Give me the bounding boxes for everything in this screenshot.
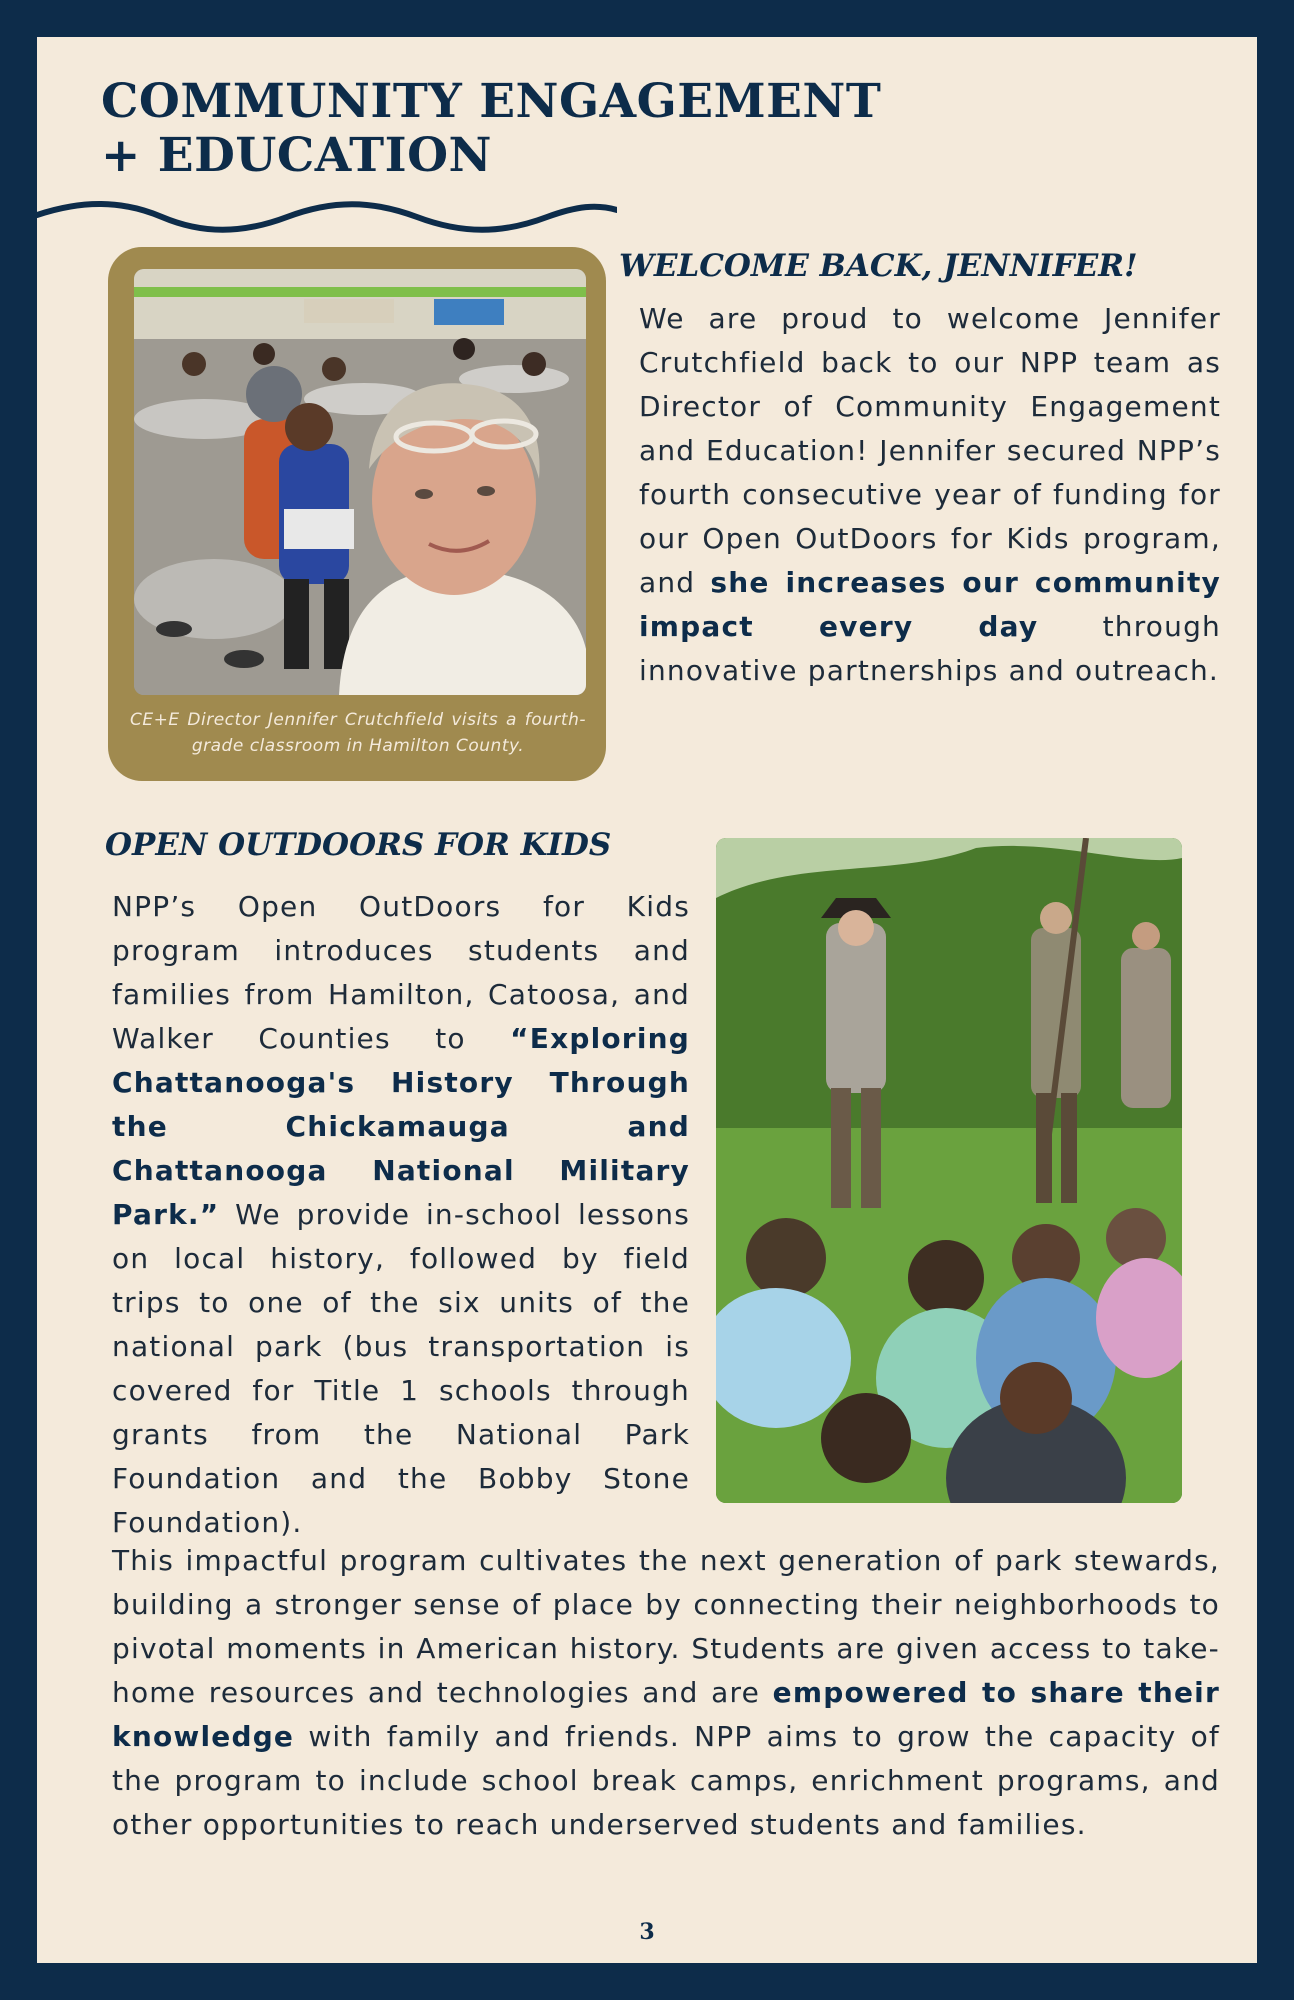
open-outdoors-heading: OPEN OUTDOORS FOR KIDS — [105, 827, 612, 863]
page-title — [101, 75, 881, 183]
open-outdoors-paragraph-1 — [112, 885, 690, 1545]
welcome-text-2: through innovative partnerships and outreach. — [639, 610, 1221, 687]
oo-p2-text-2: with family and friends. NPP aims to grow the capacity of the program to include school break camps, enrichment programs, and other opportunities to reach underserved students and families. — [112, 1720, 1220, 1841]
newsletter-page — [37, 37, 1257, 1963]
welcome-paragraph — [639, 297, 1221, 693]
field-trip-photo — [716, 838, 1182, 1503]
title-line-1: COMMUNITY ENGAGEMENT — [101, 74, 882, 129]
oo-p2-bold: empowered to share their knowledge — [112, 1676, 1220, 1753]
jennifer-photo-card — [108, 247, 606, 781]
oo-p1-bold: “Exploring Chattanooga's History Through the Chickamauga and Chattanooga National Military Park.” — [112, 1022, 690, 1231]
welcome-text-1: We are proud to welcome Jennifer Crutchfield back to our NPP team as Director of Community Engagement and Education! Jennifer secured NPP’s fourth consecutive year of funding for our Open OutDoors for Kids program, and — [639, 302, 1221, 599]
welcome-heading: WELCOME BACK, JENNIFER! — [619, 248, 1138, 284]
page-number: 3 — [639, 1919, 655, 1945]
photo-caption: CE+E Director Jennifer Crutchfield visits a fourth-grade classroom in Hamilton County. — [130, 710, 586, 756]
classroom-selfie-photo — [134, 269, 586, 695]
wave-divider — [37, 195, 617, 245]
oo-p1-text-2: We provide in-school lessons on local history, followed by field trips to one of the six units of the national park (bus transportation is covered for Title 1 schools through grants from the National Park Foundation and the Bobby Stone Foundation). — [112, 1198, 690, 1539]
open-outdoors-paragraph-2 — [112, 1539, 1220, 1847]
oo-p2-text-1: This impactful program cultivates the next generation of park stewards, building a stronger sense of place by connecting their neighborhoods to pivotal moments in American history. Students are given access to take-home resources and technologies and are — [112, 1544, 1220, 1709]
welcome-text-bold: she increases our community impact every day — [639, 566, 1221, 643]
title-line-2: + EDUCATION — [101, 128, 492, 183]
oo-p1-text-1: NPP’s Open OutDoors for Kids program introduces students and families from Hamilton, Catoosa, and Walker Counties to — [112, 890, 690, 1055]
